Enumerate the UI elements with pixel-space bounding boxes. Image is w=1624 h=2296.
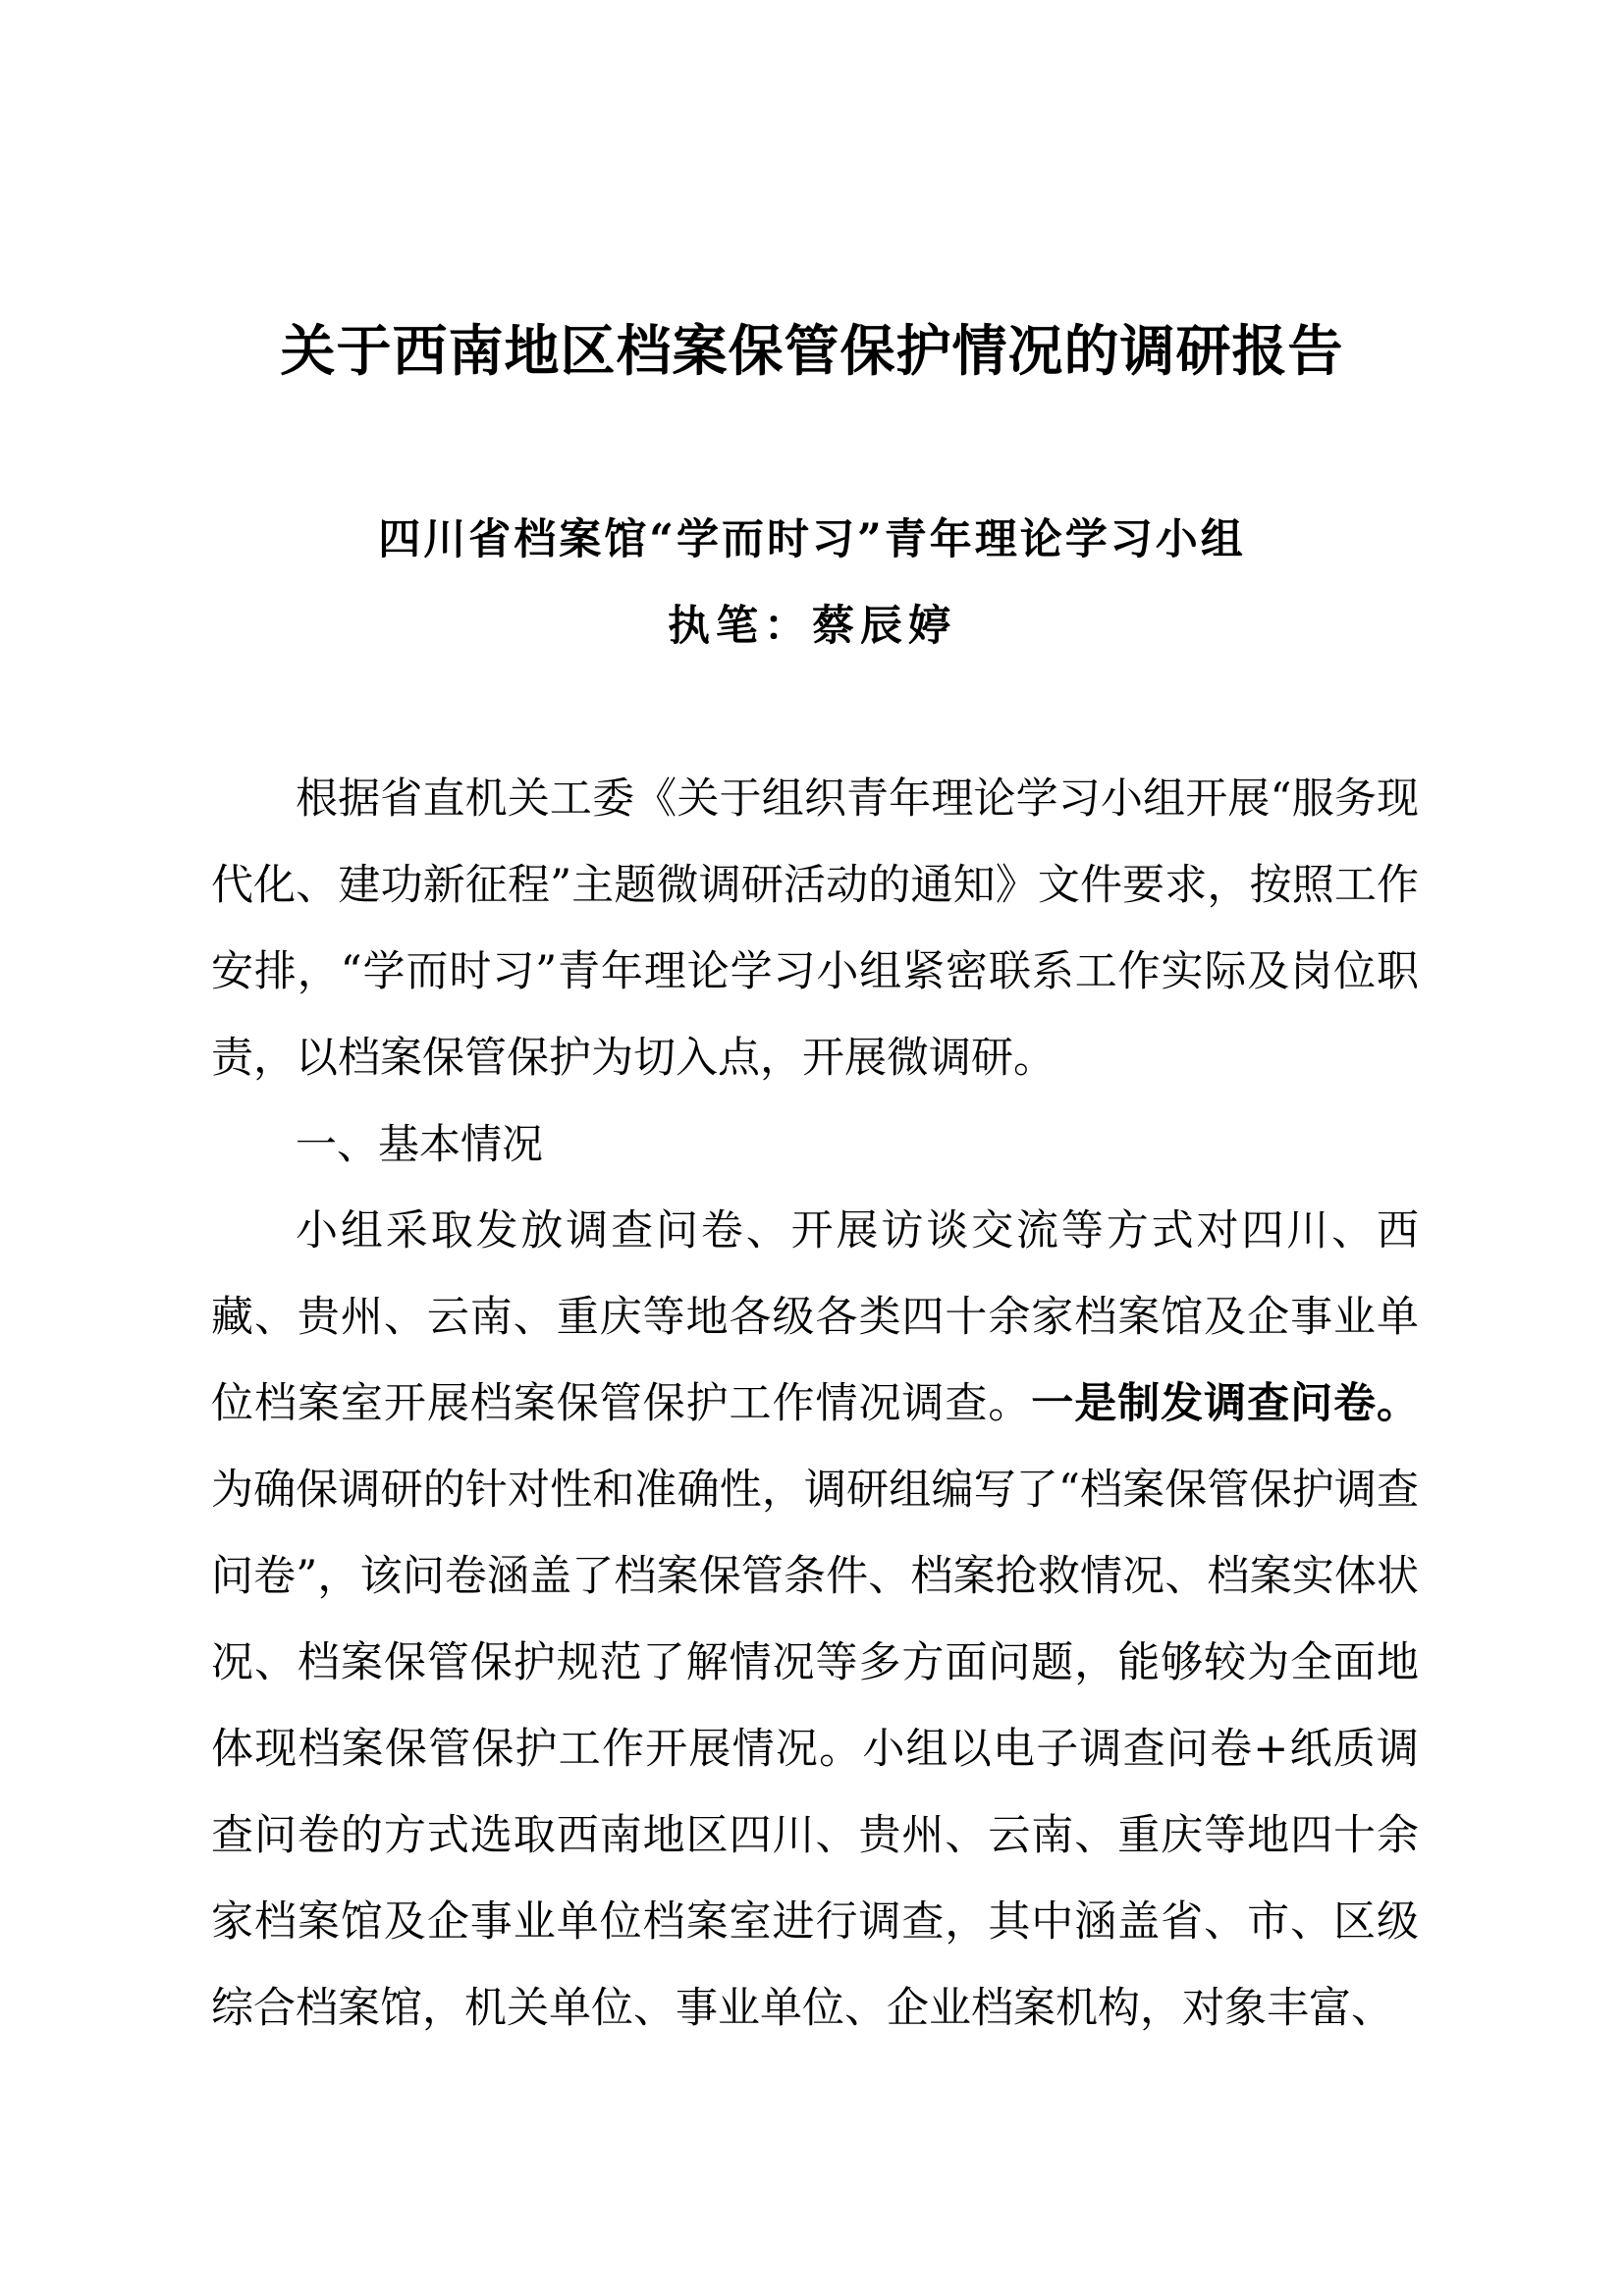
intro-paragraph: 根据省直机关工委《关于组织青年理论学习小组开展“服务现代化、建功新征程”主题微调研活动的通知》文件要求，按照工作安排，“学而时习”青年理论学习小组紧密联系工作实际及岗位职责，以档案保管保护为切入点，开展微调研。	[211, 774, 1419, 1083]
section-heading-basic-situation: 一、基本情况	[296, 1120, 544, 1168]
section-paragraph-basic-situation	[211, 1188, 1419, 2052]
bold-lead-phrase: 一是制发调查问卷。	[1031, 1379, 1420, 1428]
paragraph-text-run: 为确保调研的针对性和准确性，调研组编写了“档案保管保护调查问卷”，该问卷涵盖了档案保管条件、档案抢救情况、档案实体状况、档案保管保护规范了解情况等多方面问题，能够较为全面地体现档案保管保护工作开展情况。小组以电子调查问卷+纸质调查问卷的方式选取西南地区四川、贵州、云南、重庆等地四十余家档案馆及企事业单位档案室进行调查，其中涵盖省、市、区级综合档案馆，机关单位、事业单位、企业档案机构，对象丰富、	[211, 1466, 1419, 2033]
paragraph-text-run: 小组采取发放调查问卷、开展访谈交流等方式对四川、西藏、贵州、云南、重庆等地各级各类四十余家档案馆及企事业单位档案室开展档案保管保护工作情况调查。	[211, 1206, 1419, 1428]
document-title: 关于西南地区档案保管保护情况的调研报告	[280, 319, 1344, 384]
writer-credit: 执笔：蔡辰婷	[668, 602, 956, 651]
document-body	[211, 756, 1419, 2052]
author-group: 四川省档案馆“学而时习”青年理论学习小组	[378, 515, 1246, 564]
